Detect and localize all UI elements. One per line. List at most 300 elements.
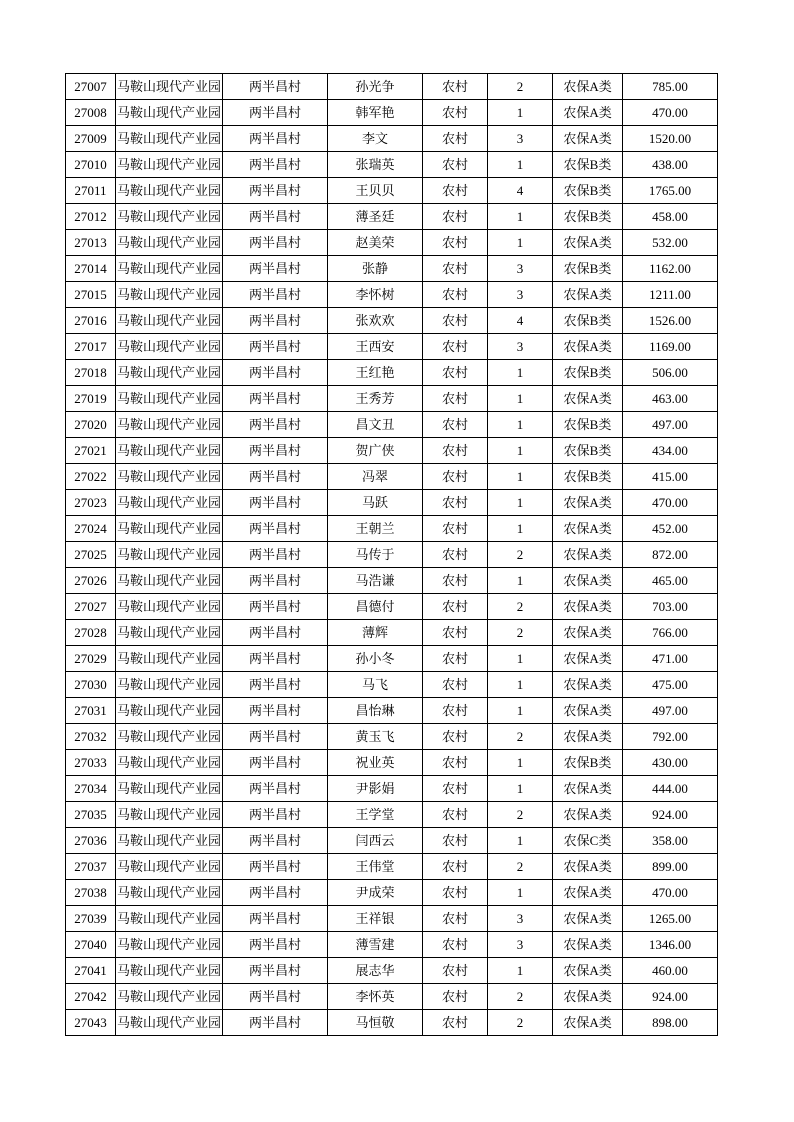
cell-category: 农保A类 (553, 74, 623, 100)
cell-category: 农保A类 (553, 646, 623, 672)
cell-residence: 农村 (423, 334, 488, 360)
cell-residence: 农村 (423, 854, 488, 880)
cell-village: 两半昌村 (223, 1010, 328, 1036)
cell-employer: 马鞍山现代产业园 (116, 724, 223, 750)
cell-village: 两半昌村 (223, 854, 328, 880)
cell-village: 两半昌村 (223, 282, 328, 308)
cell-employer: 马鞍山现代产业园 (116, 412, 223, 438)
cell-village: 两半昌村 (223, 542, 328, 568)
cell-category: 农保A类 (553, 776, 623, 802)
table-row (66, 230, 718, 256)
cell-id: 27013 (66, 230, 116, 256)
table-row (66, 594, 718, 620)
table-row (66, 776, 718, 802)
cell-village: 两半昌村 (223, 230, 328, 256)
table-row (66, 178, 718, 204)
cell-id: 27026 (66, 568, 116, 594)
cell-amount: 785.00 (623, 74, 718, 100)
cell-residence: 农村 (423, 152, 488, 178)
table-row (66, 672, 718, 698)
table-row (66, 74, 718, 100)
cell-category: 农保B类 (553, 152, 623, 178)
cell-id: 27034 (66, 776, 116, 802)
table-row (66, 204, 718, 230)
table-row (66, 1010, 718, 1036)
cell-name: 王秀芳 (328, 386, 423, 412)
cell-count: 1 (488, 828, 553, 854)
cell-residence: 农村 (423, 594, 488, 620)
cell-category: 农保A类 (553, 282, 623, 308)
table-row (66, 438, 718, 464)
cell-name: 祝业英 (328, 750, 423, 776)
cell-amount: 471.00 (623, 646, 718, 672)
cell-employer: 马鞍山现代产业园 (116, 360, 223, 386)
table-row (66, 464, 718, 490)
table-row (66, 360, 718, 386)
cell-residence: 农村 (423, 620, 488, 646)
cell-category: 农保A类 (553, 880, 623, 906)
cell-category: 农保A类 (553, 516, 623, 542)
table-row (66, 906, 718, 932)
table-row (66, 724, 718, 750)
cell-id: 27025 (66, 542, 116, 568)
cell-employer: 马鞍山现代产业园 (116, 464, 223, 490)
cell-category: 农保A类 (553, 854, 623, 880)
cell-employer: 马鞍山现代产业园 (116, 282, 223, 308)
cell-residence: 农村 (423, 776, 488, 802)
cell-id: 27029 (66, 646, 116, 672)
cell-id: 27014 (66, 256, 116, 282)
cell-count: 4 (488, 178, 553, 204)
cell-id: 27022 (66, 464, 116, 490)
cell-name: 赵美荣 (328, 230, 423, 256)
cell-id: 27021 (66, 438, 116, 464)
cell-name: 贺广侠 (328, 438, 423, 464)
cell-count: 2 (488, 802, 553, 828)
cell-name: 王祥银 (328, 906, 423, 932)
cell-category: 农保A类 (553, 672, 623, 698)
cell-name: 孙光争 (328, 74, 423, 100)
cell-category: 农保A类 (553, 594, 623, 620)
cell-id: 27012 (66, 204, 116, 230)
cell-amount: 1265.00 (623, 906, 718, 932)
cell-category: 农保B类 (553, 464, 623, 490)
cell-category: 农保B类 (553, 204, 623, 230)
cell-amount: 703.00 (623, 594, 718, 620)
cell-residence: 农村 (423, 438, 488, 464)
cell-id: 27030 (66, 672, 116, 698)
cell-employer: 马鞍山现代产业园 (116, 854, 223, 880)
cell-name: 张静 (328, 256, 423, 282)
cell-name: 王伟堂 (328, 854, 423, 880)
cell-amount: 460.00 (623, 958, 718, 984)
cell-id: 27035 (66, 802, 116, 828)
cell-employer: 马鞍山现代产业园 (116, 516, 223, 542)
cell-village: 两半昌村 (223, 698, 328, 724)
cell-village: 两半昌村 (223, 802, 328, 828)
cell-name: 薄圣廷 (328, 204, 423, 230)
cell-residence: 农村 (423, 126, 488, 152)
cell-count: 1 (488, 100, 553, 126)
cell-employer: 马鞍山现代产业园 (116, 828, 223, 854)
cell-id: 27020 (66, 412, 116, 438)
cell-residence: 农村 (423, 880, 488, 906)
cell-residence: 农村 (423, 204, 488, 230)
cell-village: 两半昌村 (223, 594, 328, 620)
cell-category: 农保A类 (553, 100, 623, 126)
cell-village: 两半昌村 (223, 412, 328, 438)
cell-amount: 475.00 (623, 672, 718, 698)
cell-amount: 924.00 (623, 802, 718, 828)
cell-residence: 农村 (423, 230, 488, 256)
cell-village: 两半昌村 (223, 178, 328, 204)
cell-name: 王西安 (328, 334, 423, 360)
table-row (66, 152, 718, 178)
cell-village: 两半昌村 (223, 646, 328, 672)
cell-employer: 马鞍山现代产业园 (116, 126, 223, 152)
cell-category: 农保B类 (553, 308, 623, 334)
cell-category: 农保A类 (553, 698, 623, 724)
cell-id: 27036 (66, 828, 116, 854)
cell-village: 两半昌村 (223, 880, 328, 906)
cell-residence: 农村 (423, 698, 488, 724)
cell-name: 王朝兰 (328, 516, 423, 542)
cell-category: 农保A类 (553, 568, 623, 594)
cell-id: 27024 (66, 516, 116, 542)
cell-name: 马浩谦 (328, 568, 423, 594)
cell-employer: 马鞍山现代产业园 (116, 750, 223, 776)
cell-count: 3 (488, 126, 553, 152)
cell-employer: 马鞍山现代产业园 (116, 932, 223, 958)
cell-amount: 465.00 (623, 568, 718, 594)
cell-count: 1 (488, 360, 553, 386)
cell-employer: 马鞍山现代产业园 (116, 542, 223, 568)
cell-village: 两半昌村 (223, 568, 328, 594)
cell-amount: 470.00 (623, 100, 718, 126)
cell-residence: 农村 (423, 1010, 488, 1036)
cell-employer: 马鞍山现代产业园 (116, 152, 223, 178)
table-row (66, 126, 718, 152)
cell-count: 1 (488, 958, 553, 984)
cell-id: 27015 (66, 282, 116, 308)
cell-village: 两半昌村 (223, 958, 328, 984)
cell-count: 1 (488, 464, 553, 490)
cell-employer: 马鞍山现代产业园 (116, 568, 223, 594)
cell-count: 1 (488, 438, 553, 464)
cell-village: 两半昌村 (223, 776, 328, 802)
cell-category: 农保B类 (553, 438, 623, 464)
cell-count: 1 (488, 646, 553, 672)
cell-category: 农保A类 (553, 126, 623, 152)
cell-name: 李怀英 (328, 984, 423, 1010)
cell-id: 27019 (66, 386, 116, 412)
cell-count: 4 (488, 308, 553, 334)
cell-residence: 农村 (423, 672, 488, 698)
cell-amount: 470.00 (623, 880, 718, 906)
cell-amount: 415.00 (623, 464, 718, 490)
cell-residence: 农村 (423, 724, 488, 750)
cell-id: 27009 (66, 126, 116, 152)
cell-name: 张瑞英 (328, 152, 423, 178)
cell-name: 马传于 (328, 542, 423, 568)
cell-employer: 马鞍山现代产业园 (116, 230, 223, 256)
table-row (66, 828, 718, 854)
cell-count: 1 (488, 776, 553, 802)
cell-residence: 农村 (423, 984, 488, 1010)
table-row (66, 802, 718, 828)
cell-residence: 农村 (423, 958, 488, 984)
cell-village: 两半昌村 (223, 490, 328, 516)
table-row (66, 646, 718, 672)
cell-name: 张欢欢 (328, 308, 423, 334)
cell-category: 农保B类 (553, 256, 623, 282)
table-row (66, 490, 718, 516)
cell-id: 27033 (66, 750, 116, 776)
cell-category: 农保C类 (553, 828, 623, 854)
cell-count: 2 (488, 984, 553, 1010)
cell-village: 两半昌村 (223, 386, 328, 412)
table-row (66, 932, 718, 958)
cell-count: 1 (488, 516, 553, 542)
table-row (66, 282, 718, 308)
cell-count: 2 (488, 594, 553, 620)
table-row (66, 880, 718, 906)
cell-name: 闫西云 (328, 828, 423, 854)
cell-name: 昌文丑 (328, 412, 423, 438)
cell-residence: 农村 (423, 256, 488, 282)
cell-amount: 1346.00 (623, 932, 718, 958)
cell-id: 27043 (66, 1010, 116, 1036)
cell-employer: 马鞍山现代产业园 (116, 620, 223, 646)
cell-employer: 马鞍山现代产业园 (116, 74, 223, 100)
cell-village: 两半昌村 (223, 334, 328, 360)
cell-residence: 农村 (423, 568, 488, 594)
cell-amount: 458.00 (623, 204, 718, 230)
cell-village: 两半昌村 (223, 256, 328, 282)
cell-residence: 农村 (423, 282, 488, 308)
cell-residence: 农村 (423, 750, 488, 776)
table-row (66, 256, 718, 282)
table-row (66, 308, 718, 334)
cell-name: 李怀树 (328, 282, 423, 308)
cell-amount: 506.00 (623, 360, 718, 386)
cell-village: 两半昌村 (223, 906, 328, 932)
table-row (66, 334, 718, 360)
cell-count: 2 (488, 542, 553, 568)
cell-category: 农保A类 (553, 542, 623, 568)
cell-category: 农保B类 (553, 412, 623, 438)
cell-count: 1 (488, 204, 553, 230)
cell-name: 孙小冬 (328, 646, 423, 672)
cell-amount: 1765.00 (623, 178, 718, 204)
cell-name: 昌怡琳 (328, 698, 423, 724)
cell-amount: 444.00 (623, 776, 718, 802)
table-row (66, 516, 718, 542)
cell-village: 两半昌村 (223, 464, 328, 490)
cell-id: 27018 (66, 360, 116, 386)
cell-amount: 924.00 (623, 984, 718, 1010)
cell-residence: 农村 (423, 100, 488, 126)
cell-id: 27007 (66, 74, 116, 100)
cell-count: 2 (488, 620, 553, 646)
cell-amount: 872.00 (623, 542, 718, 568)
cell-name: 韩军艳 (328, 100, 423, 126)
cell-category: 农保B类 (553, 750, 623, 776)
cell-category: 农保A类 (553, 958, 623, 984)
cell-employer: 马鞍山现代产业园 (116, 984, 223, 1010)
cell-amount: 430.00 (623, 750, 718, 776)
cell-name: 昌德付 (328, 594, 423, 620)
cell-category: 农保A类 (553, 386, 623, 412)
cell-village: 两半昌村 (223, 516, 328, 542)
cell-employer: 马鞍山现代产业园 (116, 698, 223, 724)
cell-count: 1 (488, 412, 553, 438)
cell-amount: 1162.00 (623, 256, 718, 282)
cell-name: 马跃 (328, 490, 423, 516)
cell-category: 农保A类 (553, 802, 623, 828)
table-row (66, 100, 718, 126)
cell-count: 3 (488, 334, 553, 360)
cell-residence: 农村 (423, 932, 488, 958)
cell-id: 27038 (66, 880, 116, 906)
cell-amount: 1169.00 (623, 334, 718, 360)
cell-village: 两半昌村 (223, 360, 328, 386)
cell-employer: 马鞍山现代产业园 (116, 204, 223, 230)
cell-amount: 452.00 (623, 516, 718, 542)
cell-amount: 497.00 (623, 698, 718, 724)
cell-residence: 农村 (423, 646, 488, 672)
cell-employer: 马鞍山现代产业园 (116, 594, 223, 620)
cell-count: 3 (488, 906, 553, 932)
cell-amount: 1526.00 (623, 308, 718, 334)
cell-amount: 766.00 (623, 620, 718, 646)
cell-id: 27010 (66, 152, 116, 178)
cell-amount: 434.00 (623, 438, 718, 464)
cell-name: 王学堂 (328, 802, 423, 828)
cell-count: 1 (488, 386, 553, 412)
cell-amount: 463.00 (623, 386, 718, 412)
cell-count: 3 (488, 932, 553, 958)
cell-residence: 农村 (423, 542, 488, 568)
cell-count: 2 (488, 724, 553, 750)
cell-village: 两半昌村 (223, 724, 328, 750)
cell-employer: 马鞍山现代产业园 (116, 386, 223, 412)
cell-residence: 农村 (423, 802, 488, 828)
cell-employer: 马鞍山现代产业园 (116, 646, 223, 672)
cell-count: 1 (488, 490, 553, 516)
cell-name: 冯翠 (328, 464, 423, 490)
cell-employer: 马鞍山现代产业园 (116, 256, 223, 282)
cell-count: 3 (488, 256, 553, 282)
cell-count: 1 (488, 750, 553, 776)
table-row (66, 412, 718, 438)
cell-category: 农保A类 (553, 620, 623, 646)
cell-count: 1 (488, 698, 553, 724)
cell-residence: 农村 (423, 360, 488, 386)
cell-id: 27023 (66, 490, 116, 516)
cell-id: 27017 (66, 334, 116, 360)
cell-employer: 马鞍山现代产业园 (116, 334, 223, 360)
cell-count: 2 (488, 854, 553, 880)
cell-residence: 农村 (423, 464, 488, 490)
cell-residence: 农村 (423, 516, 488, 542)
cell-amount: 898.00 (623, 1010, 718, 1036)
cell-category: 农保B类 (553, 178, 623, 204)
cell-id: 27027 (66, 594, 116, 620)
cell-category: 农保A类 (553, 490, 623, 516)
cell-employer: 马鞍山现代产业园 (116, 1010, 223, 1036)
cell-employer: 马鞍山现代产业园 (116, 178, 223, 204)
cell-village: 两半昌村 (223, 672, 328, 698)
cell-employer: 马鞍山现代产业园 (116, 672, 223, 698)
cell-village: 两半昌村 (223, 100, 328, 126)
table-row (66, 698, 718, 724)
cell-village: 两半昌村 (223, 308, 328, 334)
cell-employer: 马鞍山现代产业园 (116, 438, 223, 464)
cell-amount: 358.00 (623, 828, 718, 854)
cell-id: 27037 (66, 854, 116, 880)
cell-employer: 马鞍山现代产业园 (116, 308, 223, 334)
cell-amount: 532.00 (623, 230, 718, 256)
cell-village: 两半昌村 (223, 828, 328, 854)
cell-village: 两半昌村 (223, 932, 328, 958)
cell-category: 农保A类 (553, 1010, 623, 1036)
cell-count: 1 (488, 230, 553, 256)
cell-name: 展志华 (328, 958, 423, 984)
table-row (66, 984, 718, 1010)
cell-name: 尹影娟 (328, 776, 423, 802)
cell-name: 尹成荣 (328, 880, 423, 906)
cell-category: 农保A类 (553, 906, 623, 932)
cell-residence: 农村 (423, 386, 488, 412)
cell-count: 1 (488, 568, 553, 594)
cell-village: 两半昌村 (223, 620, 328, 646)
cell-amount: 470.00 (623, 490, 718, 516)
cell-id: 27041 (66, 958, 116, 984)
cell-residence: 农村 (423, 490, 488, 516)
cell-village: 两半昌村 (223, 438, 328, 464)
table-row (66, 620, 718, 646)
cell-id: 27016 (66, 308, 116, 334)
cell-residence: 农村 (423, 178, 488, 204)
cell-amount: 899.00 (623, 854, 718, 880)
cell-amount: 792.00 (623, 724, 718, 750)
cell-village: 两半昌村 (223, 750, 328, 776)
table-row (66, 542, 718, 568)
table-row (66, 386, 718, 412)
cell-id: 27031 (66, 698, 116, 724)
cell-name: 马飞 (328, 672, 423, 698)
table-body (66, 74, 718, 1036)
table-row (66, 568, 718, 594)
cell-village: 两半昌村 (223, 152, 328, 178)
cell-id: 27042 (66, 984, 116, 1010)
cell-amount: 1520.00 (623, 126, 718, 152)
cell-name: 薄雪建 (328, 932, 423, 958)
cell-residence: 农村 (423, 906, 488, 932)
cell-count: 1 (488, 152, 553, 178)
cell-name: 薄辉 (328, 620, 423, 646)
cell-residence: 农村 (423, 74, 488, 100)
cell-category: 农保A类 (553, 724, 623, 750)
cell-id: 27028 (66, 620, 116, 646)
cell-village: 两半昌村 (223, 984, 328, 1010)
cell-category: 农保A类 (553, 230, 623, 256)
cell-category: 农保A类 (553, 334, 623, 360)
cell-name: 李文 (328, 126, 423, 152)
cell-residence: 农村 (423, 308, 488, 334)
cell-residence: 农村 (423, 412, 488, 438)
